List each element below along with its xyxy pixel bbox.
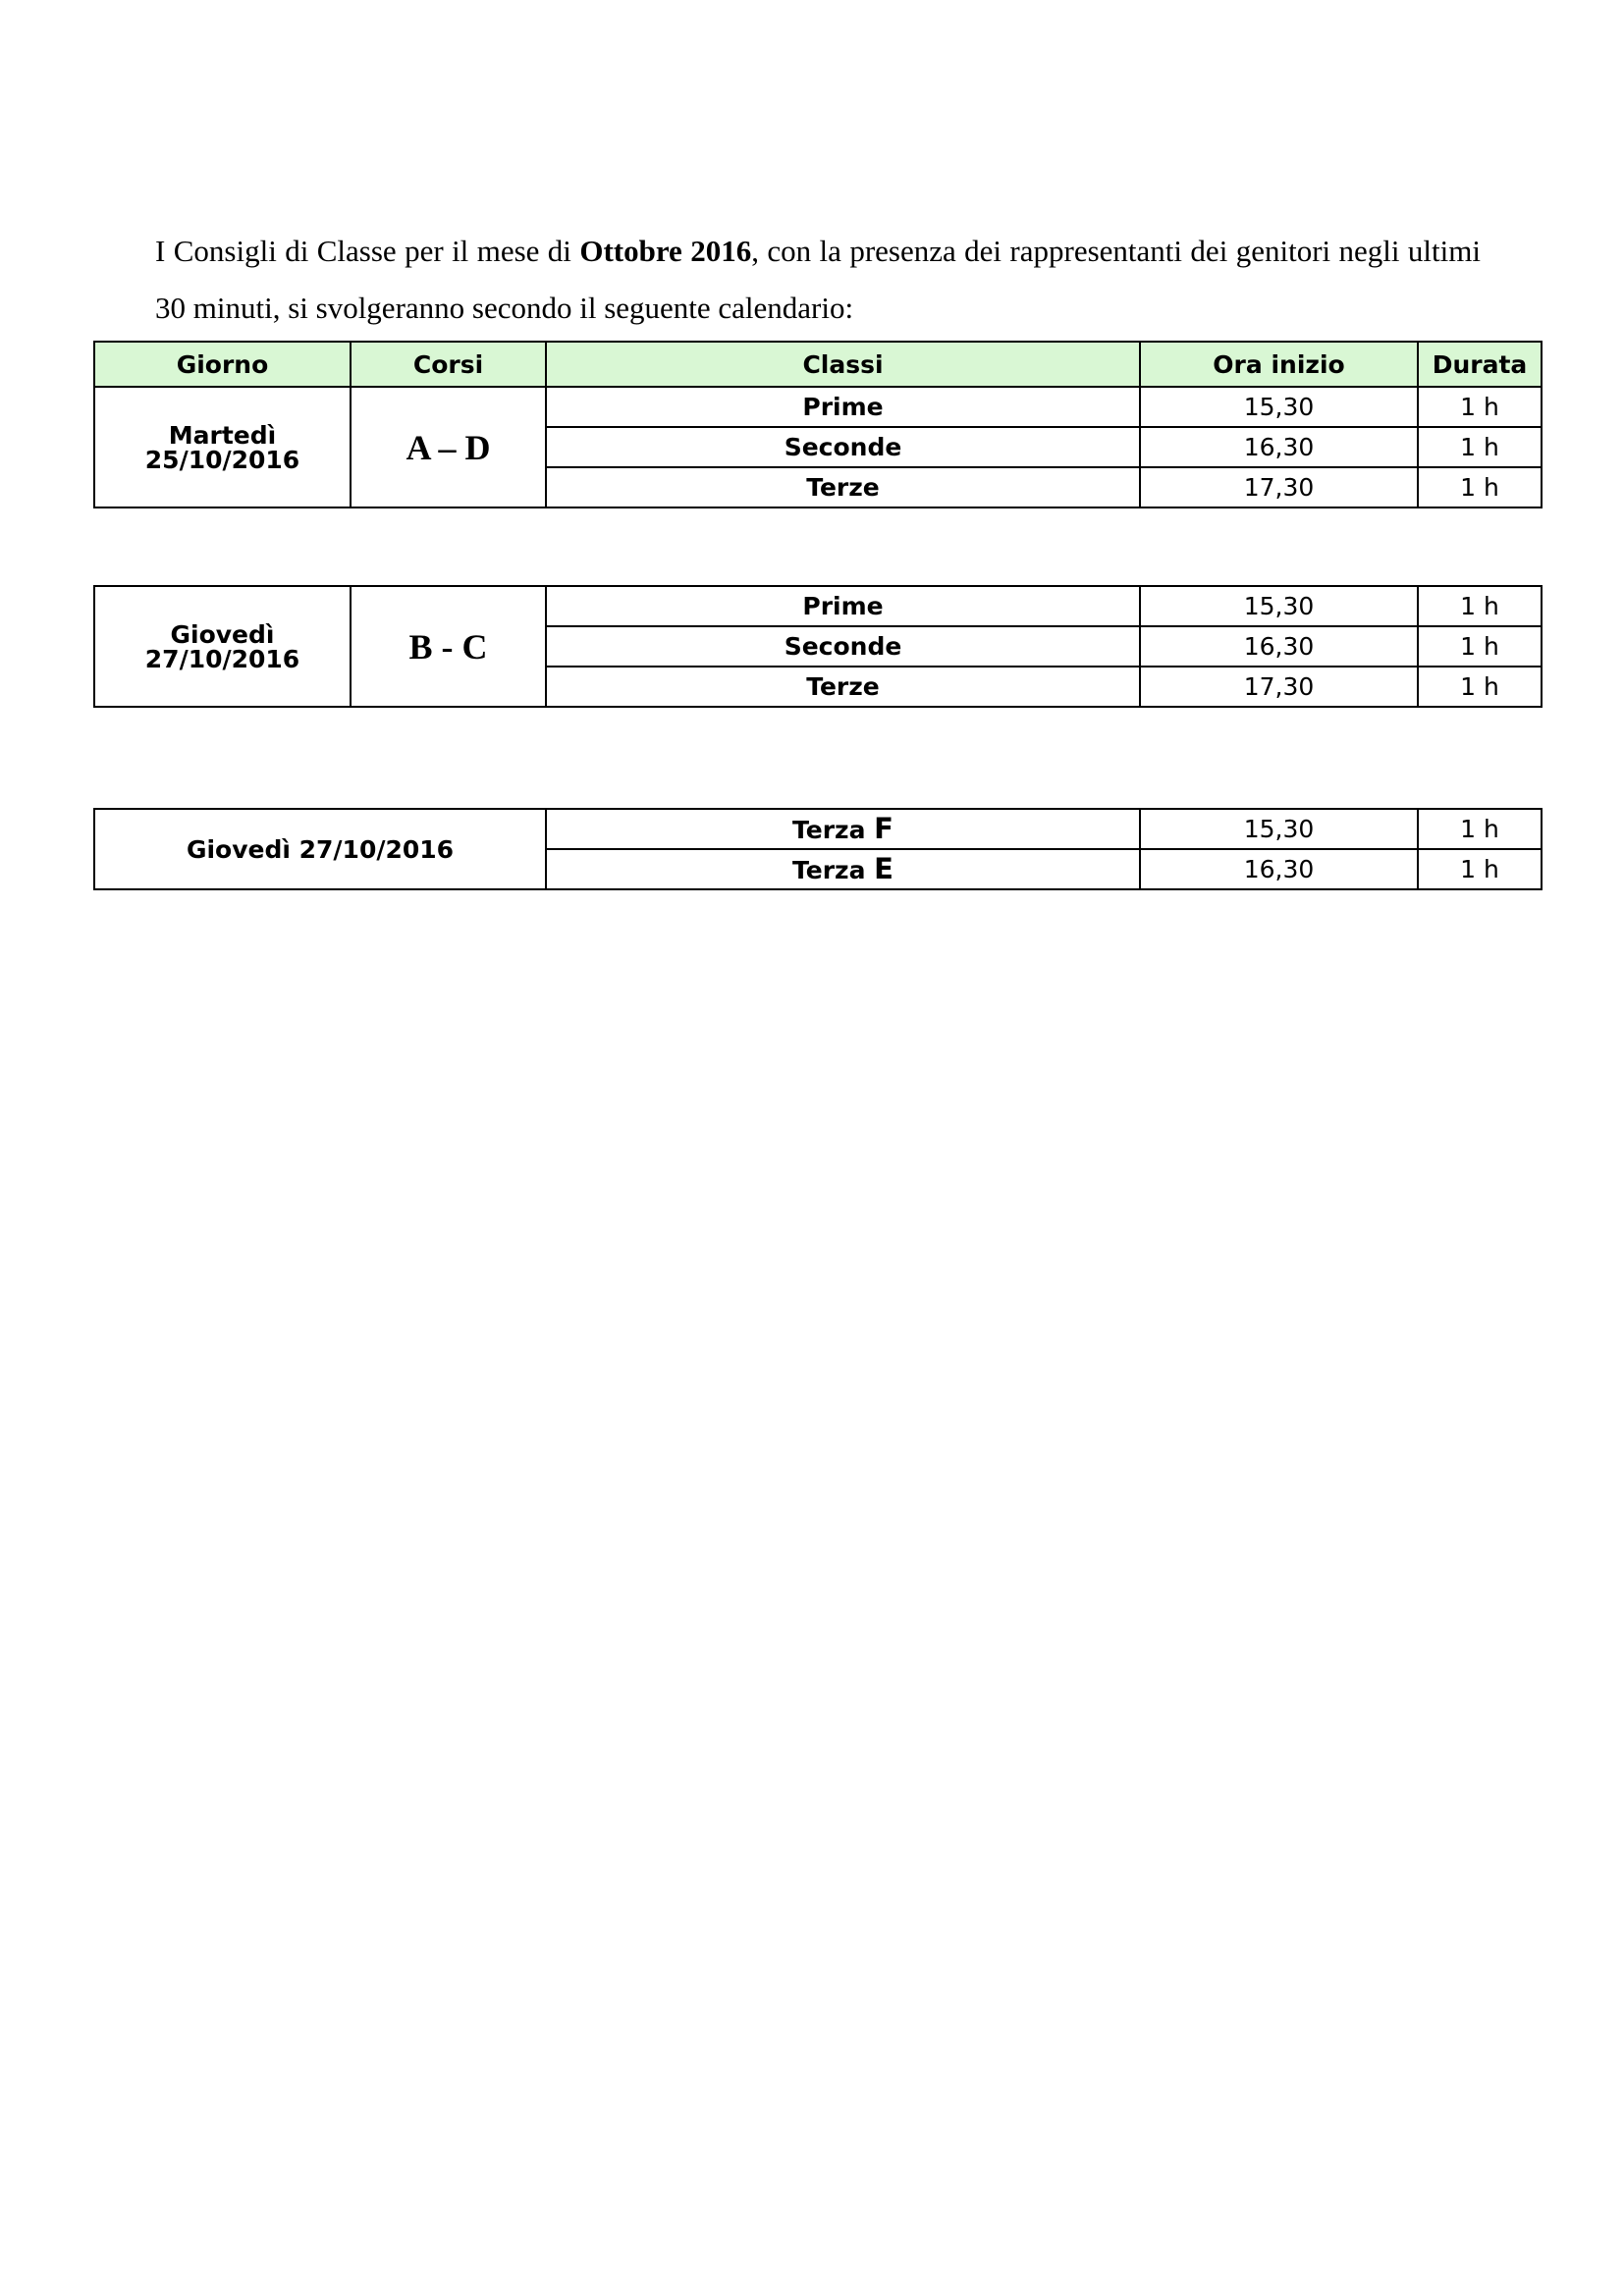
intro-month: Ottobre 2016 [579,234,752,268]
header-giorno: Giorno [94,342,351,387]
classe-label: Terza [792,816,866,844]
table-row [94,809,1542,849]
ora-cell: 15,30 [1140,387,1418,427]
ora-cell: 17,30 [1140,667,1418,707]
durata-cell: 1 h [1418,626,1542,667]
durata-cell: 1 h [1418,387,1542,427]
intro-text-before: I Consigli di Classe per il mese di [155,234,580,268]
ora-cell: 16,30 [1140,849,1418,889]
classe-cell: Seconde [546,626,1140,667]
ora-cell: 16,30 [1140,427,1418,467]
day-cell: Giovedì 27/10/2016 [94,809,546,889]
ora-cell: 15,30 [1140,809,1418,849]
header-durata: Durata [1418,342,1542,387]
day-name: Martedì [168,420,277,450]
table-row [94,387,1542,427]
classe-cell [546,849,1140,889]
corsi-cell: B - C [351,586,546,707]
ora-cell: 17,30 [1140,467,1418,507]
schedule-table-terze [93,808,1543,890]
sezione-label: F [874,812,893,845]
sezione-label: E [874,852,893,885]
ora-cell: 16,30 [1140,626,1418,667]
table-header-row [94,342,1542,387]
intro-paragraph [155,223,1481,337]
durata-cell: 1 h [1418,427,1542,467]
durata-cell: 1 h [1418,849,1542,889]
durata-cell: 1 h [1418,467,1542,507]
day-date: 27/10/2016 [144,644,300,673]
day-cell [94,586,351,707]
classe-cell: Seconde [546,427,1140,467]
ora-cell: 15,30 [1140,586,1418,626]
classe-cell: Prime [546,586,1140,626]
header-corsi: Corsi [351,342,546,387]
intro-text-after: , con la presenza dei rappresentanti dei genitori negli ultimi 30 minuti, si svolgeranno secondo il seguente calendario: [155,234,1481,325]
schedule-table-giovedi [93,585,1543,708]
schedule-table-martedi [93,341,1543,508]
day-date: 25/10/2016 [144,445,300,474]
classe-cell [546,809,1140,849]
header-classi: Classi [546,342,1140,387]
header-ora-inizio: Ora inizio [1140,342,1418,387]
table-row [94,586,1542,626]
durata-cell: 1 h [1418,667,1542,707]
durata-cell: 1 h [1418,586,1542,626]
day-name: Giovedì [170,619,275,649]
day-cell [94,387,351,507]
classe-label: Terza [792,856,866,884]
corsi-cell: A – D [351,387,546,507]
durata-cell: 1 h [1418,809,1542,849]
classe-cell: Terze [546,467,1140,507]
classe-cell: Terze [546,667,1140,707]
classe-cell: Prime [546,387,1140,427]
